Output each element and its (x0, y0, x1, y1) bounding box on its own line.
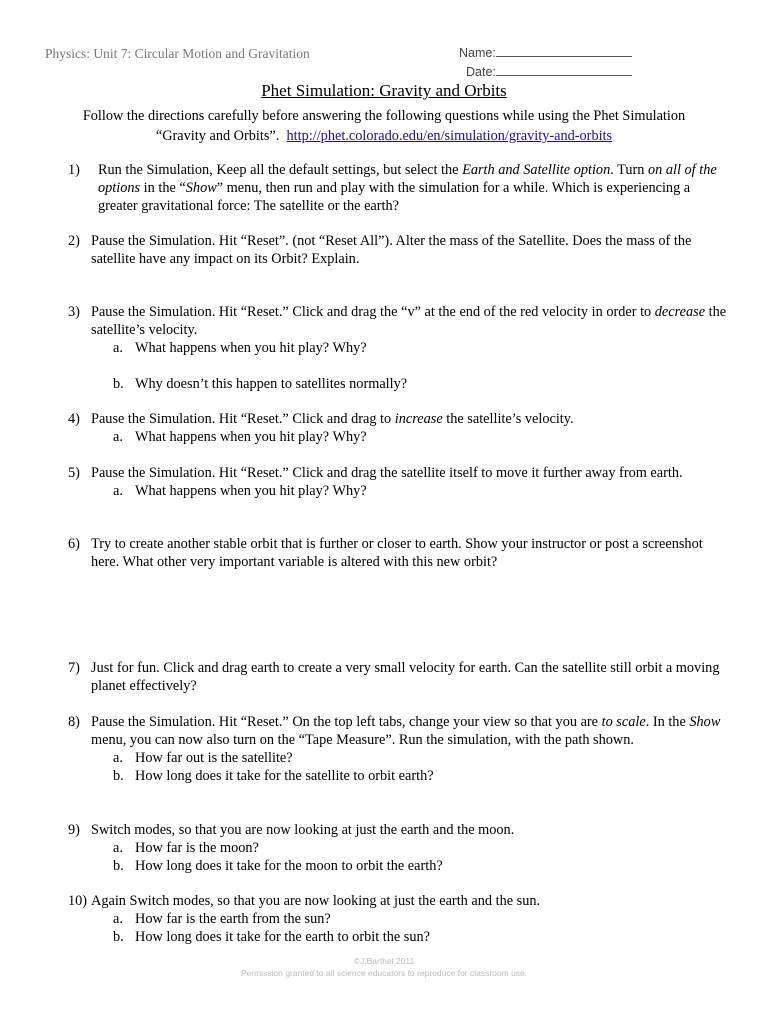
sub-question (113, 375, 728, 393)
intro-text: Follow the directions carefully before answering the following questions while using the Phet Simulation (82, 108, 686, 124)
sub-question (113, 767, 728, 785)
question-number: 5) (68, 465, 80, 481)
text-run: ” menu, then run and play with the simulation for a while. Which is experiencing a greater gravitational force: The satellite or the earth? (98, 180, 691, 214)
text-run: menu, you can now also turn on the “Tape Measure”. Run the simulation, with the path shown. (91, 732, 634, 748)
date-blank[interactable] (496, 64, 632, 76)
question-number: 6) (68, 536, 80, 552)
question-4 (68, 410, 728, 446)
emphasis: Show (689, 714, 721, 730)
sub-question (113, 482, 728, 500)
date-label: Date: (466, 65, 496, 79)
sub-text: Why doesn’t this happen to satellites normally? (135, 376, 408, 392)
question-number: 7) (68, 660, 80, 676)
unit-heading: Physics: Unit 7: Circular Motion and Gravitation (45, 46, 310, 61)
question-number: 4) (68, 411, 80, 427)
sub-text: How long does it take for the earth to orbit the sun? (135, 929, 430, 945)
question-text: Pause the Simulation. Hit “Reset.” Click and drag the satellite itself to move it further away from earth. (91, 465, 683, 481)
question-number: 2) (68, 233, 80, 249)
question-6 (68, 535, 728, 571)
name-blank[interactable] (496, 45, 632, 57)
text-run: Pause the Simulation. Hit “Reset.” Click and drag to (91, 411, 395, 427)
sub-text: How long does it take for the moon to orbit the earth? (135, 858, 443, 874)
emphasis: to scale (601, 714, 646, 730)
emphasis: Show (185, 180, 217, 196)
sub-letter: b. (113, 376, 124, 392)
question-1 (68, 161, 728, 215)
question-number: 1) (68, 162, 80, 178)
sub-letter: a. (113, 483, 123, 499)
text-run: . In the (645, 714, 690, 730)
question-text: Switch modes, so that you are now looking at just the earth and the moon. (91, 822, 515, 838)
sub-letter: a. (113, 340, 123, 356)
text-run: the satellite’s velocity. (91, 304, 727, 338)
question-number: 10) (68, 893, 88, 909)
phet-link[interactable]: http://phet.colorado.edu/en/simulation/gravity-and-orbits (286, 128, 613, 144)
name-field[interactable] (459, 45, 632, 60)
sub-question (113, 928, 728, 946)
intro-paragraph (40, 106, 728, 146)
sub-letter: a. (113, 750, 123, 766)
question-number: 3) (68, 304, 80, 320)
question-text (91, 303, 728, 339)
text-run: in the “ (140, 180, 186, 196)
emphasis: on all of the options (98, 162, 717, 196)
question-text: Pause the Simulation. Hit “Reset”. (not “Reset All”). Alter the mass of the Satellite. Does the mass of the satellite have any impact on its Orbit? Explain. (91, 233, 692, 267)
sub-question (113, 857, 728, 875)
date-field[interactable] (466, 64, 632, 79)
question-text: Just for fun. Click and drag earth to create a very small velocity for earth. Can the satellite still orbit a moving planet effectively? (91, 660, 720, 694)
text-run: the satellite’s velocity. (442, 411, 574, 427)
sub-letter: a. (113, 911, 123, 927)
question-text: Again Switch modes, so that you are now looking at just the earth and the sun. (91, 893, 541, 909)
sub-question (113, 749, 728, 767)
sub-letter: b. (113, 929, 124, 945)
sub-text: How far is the moon? (135, 840, 259, 856)
sub-question (113, 428, 728, 446)
text-run: Pause the Simulation. Hit “Reset.” On the top left tabs, change your view so that you are (91, 714, 602, 730)
copyright: ©J.Barthel 2011 (353, 956, 415, 966)
intro-line-2 (40, 126, 728, 146)
sub-text: How far out is the satellite? (135, 750, 293, 766)
emphasis: decrease (654, 304, 706, 320)
question-10 (68, 892, 728, 946)
question-text (91, 713, 728, 749)
sub-text: What happens when you hit play? Why? (135, 429, 367, 445)
page-title: Phet Simulation: Gravity and Orbits (261, 81, 507, 100)
emphasis: Earth and Satellite option (462, 162, 611, 178)
sub-letter: a. (113, 840, 123, 856)
sub-text: How long does it take for the satellite to orbit earth? (135, 768, 434, 784)
sub-text: How far is the earth from the sun? (135, 911, 331, 927)
sub-question (113, 839, 728, 857)
emphasis: increase (394, 411, 443, 427)
footer (0, 955, 768, 979)
sub-text: What happens when you hit play? Why? (135, 483, 367, 499)
sub-letter: a. (113, 429, 123, 445)
question-7 (68, 659, 728, 695)
question-8 (68, 713, 728, 785)
permission-note: Permission granted to all science educators to reproduce for classroom use. (240, 968, 528, 978)
name-label: Name: (459, 46, 496, 60)
sub-letter: b. (113, 858, 124, 874)
question-5 (68, 464, 728, 500)
question-number: 8) (68, 714, 80, 730)
sub-question (113, 339, 728, 357)
sub-text: What happens when you hit play? Why? (135, 340, 367, 356)
question-text (91, 410, 728, 428)
question-text: Try to create another stable orbit that is further or closer to earth. Show your instructor or post a screenshot here. What other very important variable is altered with this new orbit? (91, 536, 703, 570)
question-3 (68, 303, 728, 393)
question-number: 9) (68, 822, 80, 838)
text-run: Run the Simulation, Keep all the default settings, but select the (98, 162, 463, 178)
question-2 (68, 232, 728, 268)
sub-question (113, 910, 728, 928)
text-run: Pause the Simulation. Hit “Reset.” Click and drag the “v” at the end of the red velocity in order to (91, 304, 655, 320)
question-9 (68, 821, 728, 875)
question-text (98, 161, 728, 215)
intro-sim-name: “Gravity and Orbits”. (155, 128, 280, 144)
sub-letter: b. (113, 768, 124, 784)
text-run: . Turn (610, 162, 648, 178)
